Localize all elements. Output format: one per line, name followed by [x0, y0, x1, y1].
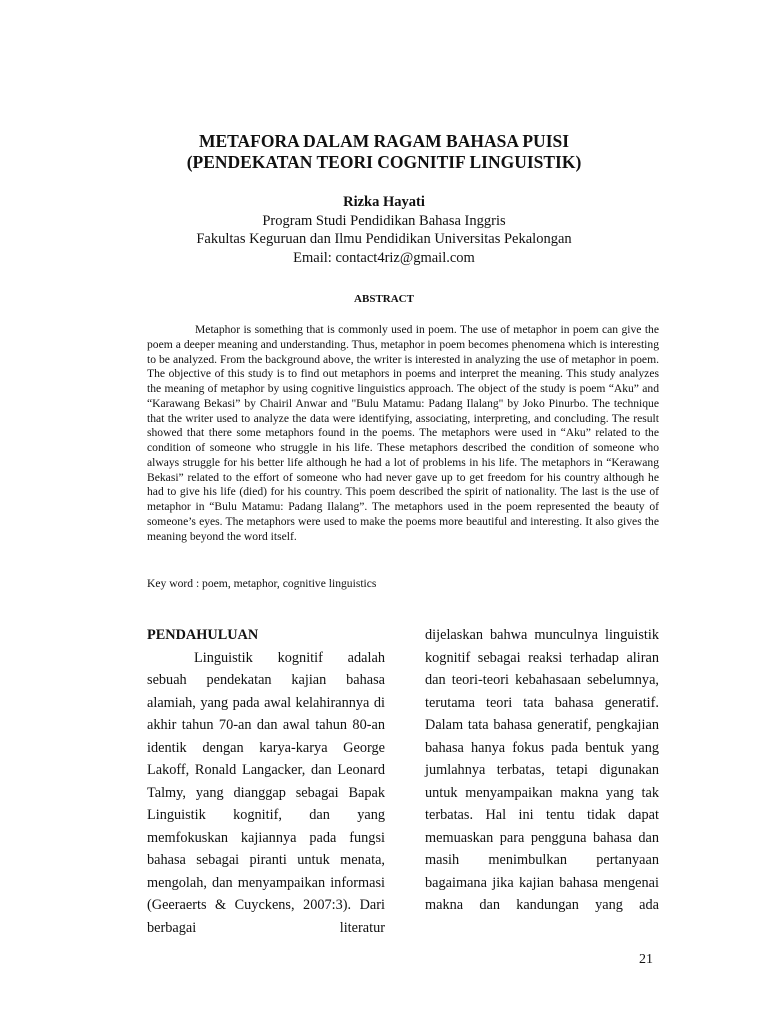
abstract-heading: ABSTRACT: [354, 293, 414, 305]
abstract-body: [147, 323, 659, 544]
paper-title: [0, 131, 768, 173]
title-line-1: METAFORA DALAM RAGAM BAHASA PUISI: [198, 131, 570, 151]
author-program: Program Studi Pendidikan Bahasa Inggris: [262, 212, 506, 229]
left-column-text: Linguistik kognitif adalah sebuah pendekatan kajian bahasa alamiah, yang pada awal kelahirannya di akhir tahun 70-an dan awal tahun 80-an identik dengan karya-karya George Lakoff, Ronald Langacker, dan Leonard Talmy, yang dianggap sebagai Bapak Linguistik kognitif, dan yang memfokuskan kajiannya pada fungsi bahasa sebagai piranti untuk menata, mengolah, dan menyampaikan informasi (Geeraerts & Cuyckens, 2007:3). Dari berbagai literatur: [147, 649, 385, 936]
keywords: Key word : poem, metaphor, cognitive linguistics: [147, 577, 377, 590]
section-heading: PENDAHULUAN: [147, 627, 259, 643]
author-name: Rizka Hayati: [343, 194, 425, 210]
right-column-text: dijelaskan bahwa munculnya linguistik kognitif sebagai reaksi terhadap aliran dan teori-teori kebahasaan sebelumnya, terutama teori tata bahasa generatif. Dalam tata bahasa generatif, pengkajian bahasa hanya fokus pada bentuk yang jumlahnya terbatas, tetapi digunakan untuk menyampaikan makna yang tak terbatas. Hal ini tentu tidak dapat memuaskan para pengguna bahasa dan masih menimbulkan pertanyaan bagaimana jika kajian bahasa mengenai makna dan kandungan yang ada: [425, 627, 659, 913]
right-column: [425, 624, 659, 917]
page-number: 21: [639, 952, 653, 967]
author-email: Email: contact4riz@gmail.com: [293, 249, 475, 266]
author-faculty: Fakultas Keguruan dan Ilmu Pendidikan Universitas Pekalongan: [196, 231, 572, 247]
left-column: [147, 624, 385, 939]
abstract-paragraph: Metaphor is something that is commonly used in poem. The use of metaphor in poem can give the poem a deeper meaning and understanding. Thus, metaphor in poem becomes phenomena which is interesting to be analyzed. From the background above, the writer is interested in analyzing the use of metaphor in poem. The objective of this study is to find out metaphors in poems and interpret the meaning. This study analyzes the meaning of metaphor by using cognitive linguistics approach. The object of the study is poem “Aku” and “Karawang Bekasi” by Chairil Anwar and "Bulu Matamu: Padang Ilalang" by Joko Pinurbo. The technique that the writer used to analyze the data were identifying, associating, interpreting, and concluding. The result showed that there some metaphors found in the poems. The metaphors were used in “Aku” related to the condition of someone who struggle in his life. These metaphors described the condition of someone who always struggle for his better life although he had a lot of problems in his life. The metaphors in “Kerawang Bekasi” related to the effort of someone who had never gave up to get freedom for his country although he had to give his life (died) for his country. This poem described the spirit of nationality. The last is the use of metaphor in “Bulu Matamu: Padang Ilalang”. The metaphors used in the poem represented the beauty of someone’s eyes. The metaphors were used to make the poems more beautiful and interesting. It also gives the meaning beyond the word itself.: [147, 323, 659, 543]
author-block: [0, 193, 768, 267]
title-line-2: (PENDEKATAN TEORI COGNITIF LINGUISTIK): [186, 152, 582, 172]
